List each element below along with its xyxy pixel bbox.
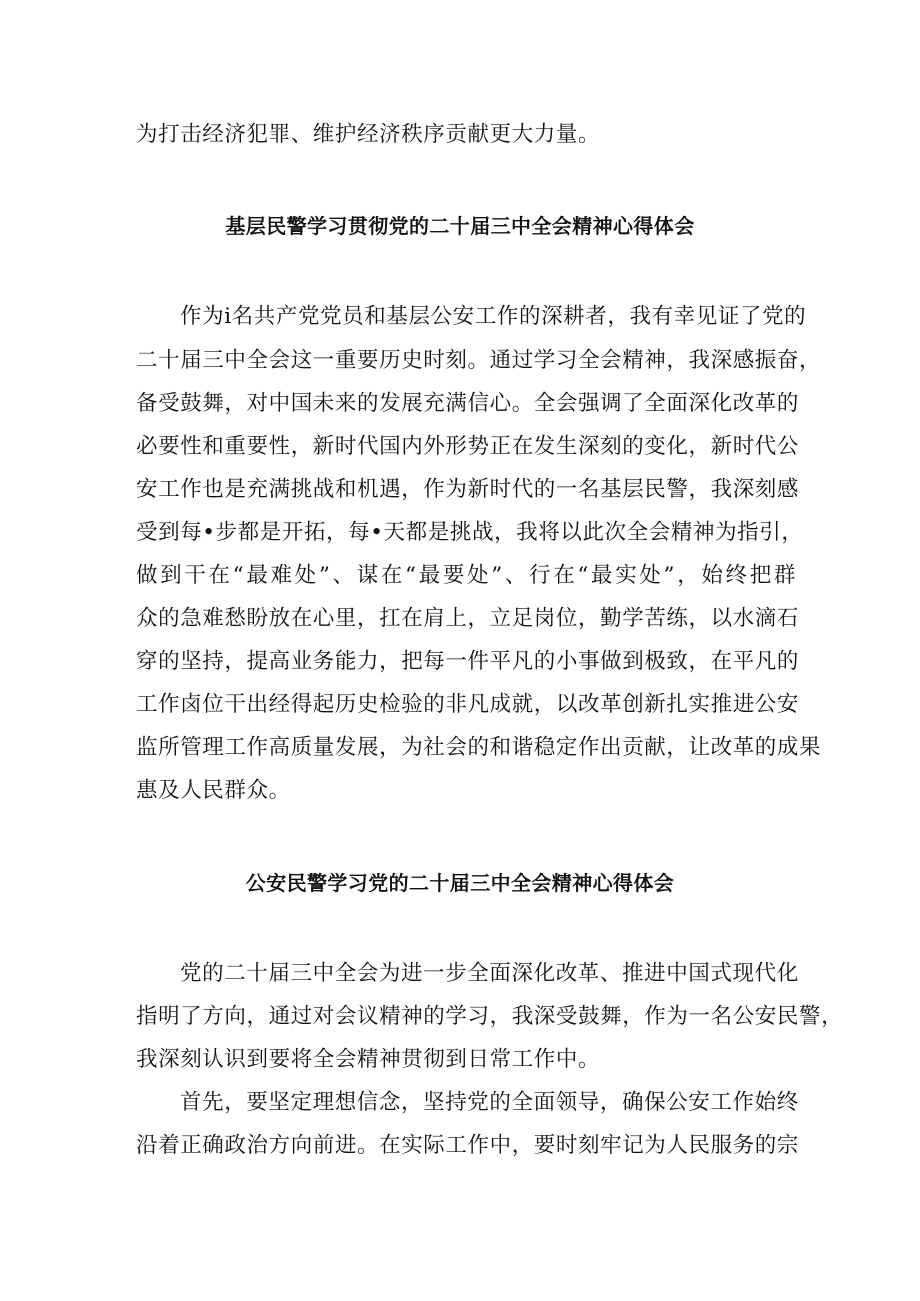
paragraph-line: 众的急难愁盼放在心里，扛在肩上，立足岗位，勤学苦练，以水滴石 [136, 606, 800, 631]
article2-title: 公安民警学习党的二十届三中全会精神心得体会 [245, 871, 675, 895]
opening-text-line: 为打击经济犯罪、维护经济秩序贡献更大力量。 [136, 122, 601, 147]
paragraph-line: 指明了方向，通过对会议精神的学习，我深受鼓舞，作为一名公安民警， [136, 1004, 844, 1029]
paragraph-line: 惠及人民群众。 [136, 778, 291, 803]
paragraph-line: 党的二十届三中全会为进一步全面深化改革、推进中国式现代化 [180, 961, 799, 986]
paragraph-line: 作为i名共产党党员和基层公安工作的深耕者，我有幸见证了党的 [180, 304, 807, 329]
paragraph-line: 沿着正确政治方向前进。在实际工作中，要时刻牢记为人民服务的宗 [136, 1133, 800, 1158]
paragraph-line: 必要性和重要性，新时代国内外形势正在发生深刻的变化，新时代公 [136, 434, 800, 459]
paragraph-line: 我深刻认识到要将全会精神贯彻到日常工作中。 [136, 1047, 601, 1072]
paragraph-line: 安工作也是充满挑战和机遇，作为新时代的一名基层民警，我深刻感 [136, 477, 800, 502]
paragraph-line: 做到干在“最难处”、谋在“最要处”、行在“最实处”，始终把群 [136, 563, 796, 588]
paragraph-line: 监所管理工作高质量发展，为社会的和谐稳定作出贡献，让改革的成果 [136, 735, 822, 760]
paragraph-line: 二十届三中全会这一重要历史时刻。通过学习全会精神，我深感振奋， [136, 348, 822, 373]
paragraph-line: 受到每•步都是开拓，每•天都是挑战，我将以此次全会精神为指引， [136, 520, 804, 545]
paragraph-line: 工作卤位干出经得起历史检验的非凡成就，以改革创新扎实推进公安 [136, 692, 800, 717]
paragraph-line: 首先，要坚定理想信念，坚持党的全面领导，确保公安工作始终 [180, 1090, 799, 1115]
paragraph-line: 穿的坚持，提高业务能力，把每一件平凡的小事做到极致，在平凡的 [136, 649, 800, 674]
paragraph-line: 备受鼓舞，对中国未来的发展充满信心。全会强调了全面深化改革的 [136, 391, 800, 416]
article1-title: 基层民警学习贯彻党的二十届三中全会精神心得体会 [225, 214, 695, 238]
